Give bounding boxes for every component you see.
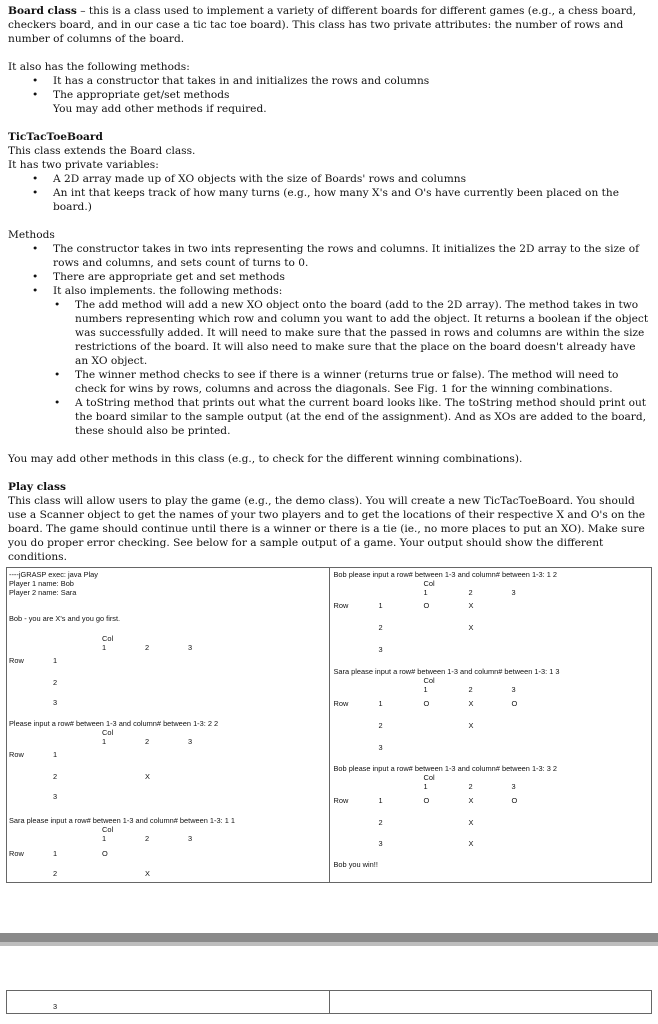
row-label: Row (9, 849, 24, 858)
cell-mark: O (423, 796, 430, 805)
list-item: • A toString method that prints out what the current board looks like. The toString method should print out the board similar to the sample output (at the end of the assignment). And as XOs are added to the board, these should also be printed. (8, 396, 650, 438)
list-item: • The winner method checks to see if there is a winner (returns true or false). The method will need to check for wins by rows, columns and across the diagonals. See Fig. 1 for the winning combinations. (8, 368, 650, 396)
col-number: 3 (511, 782, 516, 791)
list-item: • The add method will add a new XO object onto the board (add to the 2D array). The method takes in two numbers representing which row and column you want to add the object. It returns a boolean if the object was successfully added. It will need to make sure that the passed in rows and columns are within the size restrictions of the board. It will also need to make sure that the place on the board doesn't already have an XO object. (8, 298, 650, 368)
row-number: 3 (53, 698, 58, 707)
cell-mark: X (468, 818, 474, 827)
col-number: 2 (145, 643, 150, 652)
board-methods-list (8, 74, 650, 116)
tictactoe-title: TicTacToeBoard (8, 131, 103, 143)
row-number: 1 (378, 796, 383, 805)
console-prompt: Please input a row# between 1-3 and column# between 1-3: 2 2 (9, 719, 219, 728)
col-label: Col (423, 676, 435, 685)
cell-mark: O (102, 849, 108, 858)
sample-output-right (329, 568, 652, 883)
assignment-document (8, 4, 650, 564)
col-number: 1 (102, 643, 107, 652)
sample-output-table (6, 567, 652, 883)
tictactoe-line1: This class extends the Board class. (8, 145, 196, 157)
console-line: Player 1 name: Bob (9, 579, 74, 588)
cell-mark: X (468, 623, 474, 632)
page-separator (0, 933, 658, 942)
col-number: 3 (188, 643, 193, 652)
row-number: 3 (53, 792, 58, 801)
col-number: 3 (188, 737, 193, 746)
row-label: Row (9, 656, 24, 665)
row-number: 3 (378, 743, 383, 752)
col-number: 1 (423, 588, 428, 597)
console-prompt: Bob please input a row# between 1-3 and column# between 1-3: 1 2 (333, 570, 558, 579)
cell-mark: O (423, 699, 430, 708)
row-number: 2 (378, 623, 383, 632)
cell-mark: X (468, 721, 474, 730)
sample-output-continued (6, 990, 652, 1014)
row-number: 1 (378, 601, 383, 610)
list-item: • The appropriate get/set methods (8, 88, 650, 102)
play-class-text: This class will allow users to play the game (e.g., the demo class). You will create a new TicTacToeBoard. You should use a Scanner object to get the names of your two players and to get the locations of their respective X and O's on the board. The game should continue until there is a winner or there is a tie (ie., no more places to put an XO). Make sure you do proper error checking. See below for a sample output of a game. Your output should show the different conditions. (8, 495, 646, 563)
cell-mark: O (511, 796, 518, 805)
row-number: 2 (378, 721, 383, 730)
cell-mark: X (145, 869, 150, 878)
implemented-methods-list (8, 298, 650, 438)
list-item: • It has a constructor that takes in and initializes the rows and columns (8, 74, 650, 88)
cell-mark: X (468, 796, 474, 805)
col-number: 1 (102, 834, 107, 843)
row-number: 1 (53, 750, 58, 759)
row-number: 2 (378, 818, 383, 827)
row-number: 1 (53, 849, 58, 858)
list-item: • An int that keeps track of how many turns (e.g., how many X's and O's have currently been placed on the board.) (8, 186, 650, 214)
col-number: 2 (468, 685, 473, 694)
tictactoe-note: You may add other methods in this class (e.g., to check for the different winning combinations). (8, 453, 523, 465)
col-label: Col (423, 579, 435, 588)
col-number: 2 (468, 588, 473, 597)
row-number: 2 (53, 772, 58, 781)
console-line: Bob - you are X's and you go first. (9, 614, 121, 623)
col-number: 1 (102, 737, 107, 746)
page-separator-shadow (0, 942, 658, 946)
result-message: Bob you win!! (333, 860, 378, 869)
board-class-paragraph (8, 4, 650, 46)
row-label: Row (9, 750, 24, 759)
play-class-title: Play class (8, 481, 66, 493)
board-class-text: – this is a class used to implement a variety of different boards for different games (e.g., a chess board, checkers board, and in our case a tic tac toe board). This class has two private attributes: the number of rows and number of columns of the board. (8, 5, 637, 45)
row-number: 2 (53, 678, 58, 687)
row-number: 3 (53, 1002, 58, 1011)
cell-mark: O (423, 601, 430, 610)
row-number: 3 (378, 839, 383, 848)
row-number: 3 (378, 645, 383, 654)
board-note: You may add other methods if required. (53, 103, 267, 115)
continued-right-cell (329, 991, 652, 1014)
row-number: 1 (53, 656, 58, 665)
console-prompt: Sara please input a row# between 1-3 and column# between 1-3: 1 3 (333, 667, 560, 676)
row-label: Row (333, 699, 349, 708)
cell-mark: X (468, 601, 474, 610)
console-prompt: Bob please input a row# between 1-3 and column# between 1-3: 3 2 (333, 764, 558, 773)
col-number: 3 (511, 588, 516, 597)
tictactoe-vars-list (8, 172, 650, 214)
col-label: Col (102, 634, 114, 643)
col-number: 2 (145, 737, 150, 746)
col-label: Col (102, 825, 114, 834)
sample-output-left (7, 568, 330, 883)
row-label: Row (333, 796, 349, 805)
board-methods-intro: It also has the following methods: (8, 61, 190, 73)
console-prompt: Sara please input a row# between 1-3 and column# between 1-3: 1 1 (9, 816, 235, 825)
col-label: Col (423, 773, 435, 782)
col-number: 2 (468, 782, 473, 791)
list-item: • The constructor takes in two ints representing the rows and columns. It initializes the 2D array to the size of rows and columns, and sets count of turns to 0. (8, 242, 650, 270)
continued-left-cell (7, 991, 330, 1014)
tictactoe-line2: It has two private variables: (8, 159, 159, 171)
console-line: ----jGRASP exec: java Play (9, 570, 98, 579)
row-label: Row (333, 601, 349, 610)
cell-mark: X (468, 699, 474, 708)
list-item: • It also implements. the following methods: (8, 284, 650, 298)
col-number: 3 (511, 685, 516, 694)
cell-mark: X (468, 839, 474, 848)
col-label: Col (102, 728, 114, 737)
methods-heading: Methods (8, 229, 55, 241)
row-number: 2 (53, 869, 58, 878)
console-line: Player 2 name: Sara (9, 588, 77, 597)
board-class-title: Board class (8, 5, 77, 17)
list-item: • There are appropriate get and set methods (8, 270, 650, 284)
cell-mark: X (145, 772, 150, 781)
cell-mark: O (511, 699, 518, 708)
col-number: 3 (188, 834, 193, 843)
col-number: 1 (423, 685, 428, 694)
col-number: 1 (423, 782, 428, 791)
list-item: • A 2D array made up of XO objects with the size of Boards' rows and columns (8, 172, 650, 186)
col-number: 2 (145, 834, 150, 843)
tictactoe-methods-list (8, 242, 650, 298)
row-number: 1 (378, 699, 383, 708)
